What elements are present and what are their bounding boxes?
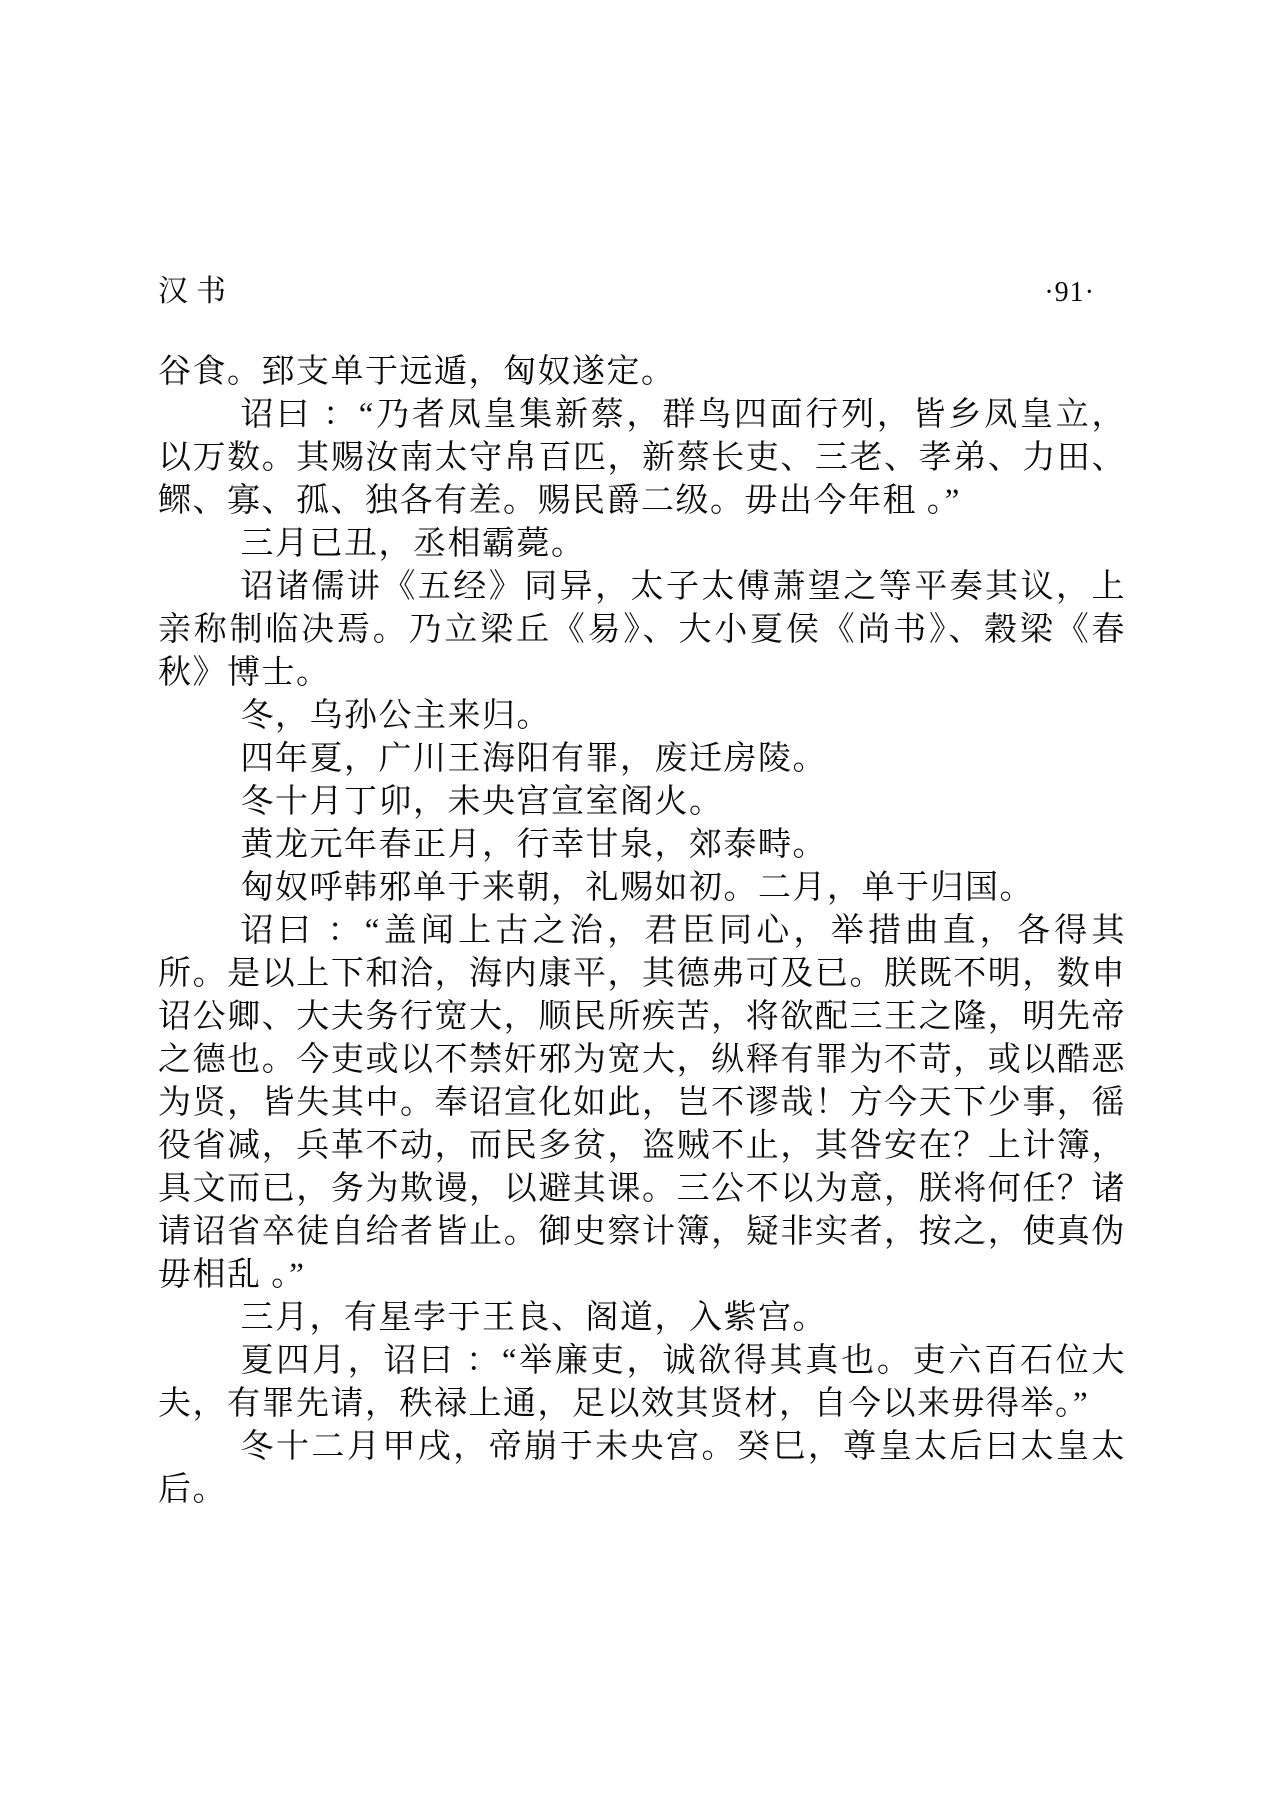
paragraph: 三月已丑，丞相霸薨。 [240,526,586,562]
paragraph: 诏曰 ：“乃者凤皇集新蔡，群鸟四面行列，皆乡凤皇立，以万数。其赐汝南太守帛百匹，新蔡长吏、三老、孝弟、力田、鳏、寡、孤、独各有差。赐民爵二级。毋出今年租 。” [158,397,1126,519]
paragraph: 诏诸儒讲《五经》同异，太子太傅萧望之等平奏其议，上亲称制临决焉。乃立梁丘《易》、大小夏侯《尚书》、穀梁《春秋》博士。 [158,569,1126,691]
paragraph: 诏曰 ：“盖闻上古之治，君臣同心，举措曲直，各得其所。是以上下和洽，海内康平，其德弗可及已。朕既不明，数申诏公卿、大夫务行宽大，顺民所疾苦，将欲配三王之隆，明先帝之德也。今吏或以不禁奸邪为宽大，纵释有罪为不苛，或以酷恶为贤，皆失其中。奉诏宣化如此，岂不谬哉！方今天下少事，徭役省减，兵革不动，而民多贫，盗贼不止，其咎安在？上计簿，具文而已，务为欺谩，以避其课。三公不以为意，朕将何任？诸请诏省卒徒自给者皆止。御史察计簿，疑非实者，按之，使真伪毋相乱 。” [158,913,1126,1293]
paragraph: 冬，乌孙公主来归。 [240,698,551,734]
paragraph: 冬十月丁卯，未央宫宣室阁火。 [240,784,724,820]
page-number: ·91· [1044,277,1095,308]
paragraph: 三月，有星孛于王良、阁道，入紫宫。 [240,1300,827,1336]
paragraph: 匈奴呼韩邪单于来朝，礼赐如初。二月，单于归国。 [240,870,1034,906]
paragraph: 夏四月，诏曰 ：“举廉吏，诚欲得其真也。吏六百石位大夫，有罪先请，秩禄上通，足以效其贤材，自今以来毋得举。” [158,1343,1126,1422]
page-header [158,266,1095,310]
paragraph: 冬十二月甲戌，帝崩于未央宫。癸巳，尊皇太后曰太皇太后。 [158,1429,1126,1508]
paragraph: 四年夏，广川王海阳有罪，废迁房陵。 [240,741,827,777]
paragraph: 谷食。郅支单于远遁，匈奴遂定。 [158,354,676,390]
book-title: 汉书 [158,275,234,308]
page-body-text [158,351,1126,1512]
paragraph: 黄龙元年春正月，行幸甘泉，郊泰畤。 [240,827,827,863]
